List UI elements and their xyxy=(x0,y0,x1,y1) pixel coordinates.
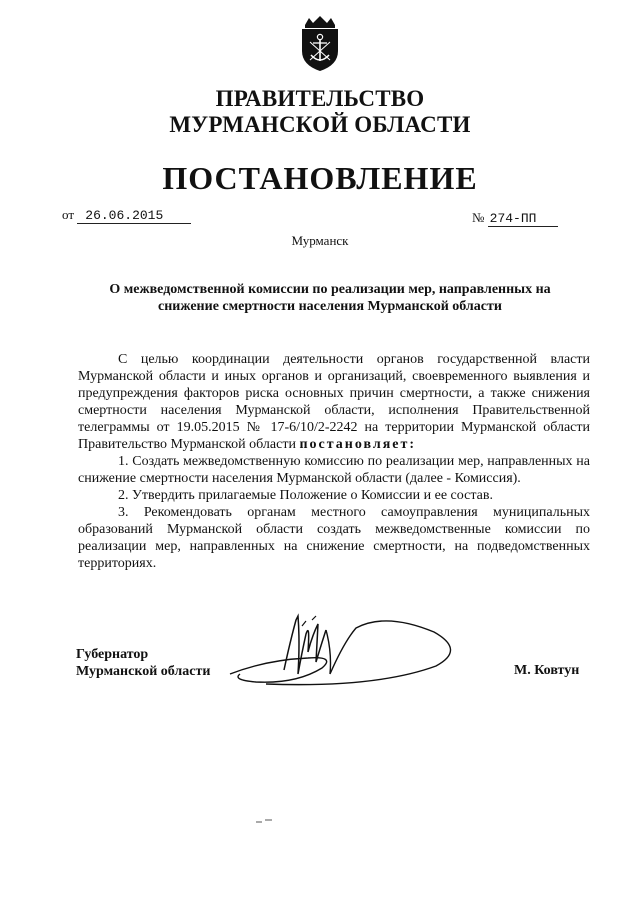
government-title xyxy=(0,86,640,138)
government-title-line1: ПРАВИТЕЛЬСТВО xyxy=(215,86,425,111)
list-item: 2. Утвердить прилагаемые Положение о Комиссии и ее состав. xyxy=(118,488,493,503)
number-value: 274-ПП xyxy=(488,212,558,227)
number-prefix: № xyxy=(472,210,485,225)
government-title-line2: МУРМАНСКОЙ ОБЛАСТИ xyxy=(169,112,471,137)
position-line2: Мурманской области xyxy=(76,664,211,679)
number-field xyxy=(472,210,558,227)
coat-of-arms-icon xyxy=(297,15,343,73)
document-type-heading: ПОСТАНОВЛЕНИЕ xyxy=(162,160,478,196)
list-item: 1. Создать межведомственную комиссию по реализации мер, направленных на снижение смертности населения Мурманской области (далее - Комиссия). xyxy=(78,454,590,486)
handwritten-signature xyxy=(226,612,476,694)
date-value: 26.06.2015 xyxy=(77,209,191,224)
city-label: Мурманск xyxy=(291,233,349,248)
scan-mark xyxy=(256,818,274,824)
position-line1: Губернатор xyxy=(76,647,149,662)
document-body xyxy=(78,351,590,572)
date-field xyxy=(62,207,191,224)
intro-text: С целью координации деятельности органов государственной власти Мурманской области и иных органов и организаций, своевременного выявления и предупреждения факторов риска основных причин смертности, а также снижения смертности населения Мурманской области, исполнения Правительственной телеграммы от 19.05.2015 № 17-6/10/2-2242 на территории Мурманской области Правительство Мурманской области xyxy=(78,352,590,452)
document-subject: О межведомственной комиссии по реализации мер, направленных на снижение смертности населения Мурманской области xyxy=(109,282,551,314)
signatory-name: М. Ковтун xyxy=(514,663,580,678)
signatory-position xyxy=(76,646,210,680)
intro-paragraph xyxy=(78,351,590,453)
decree-word: постановляет: xyxy=(299,437,417,452)
list-item: 3. Рекомендовать органам местного самоуправления муниципальных образований Мурманской области создать межведомственные комиссии по реализации мер, направленных на снижение смертности, на подведомственных территориях. xyxy=(78,505,590,571)
date-prefix: от xyxy=(62,207,75,222)
